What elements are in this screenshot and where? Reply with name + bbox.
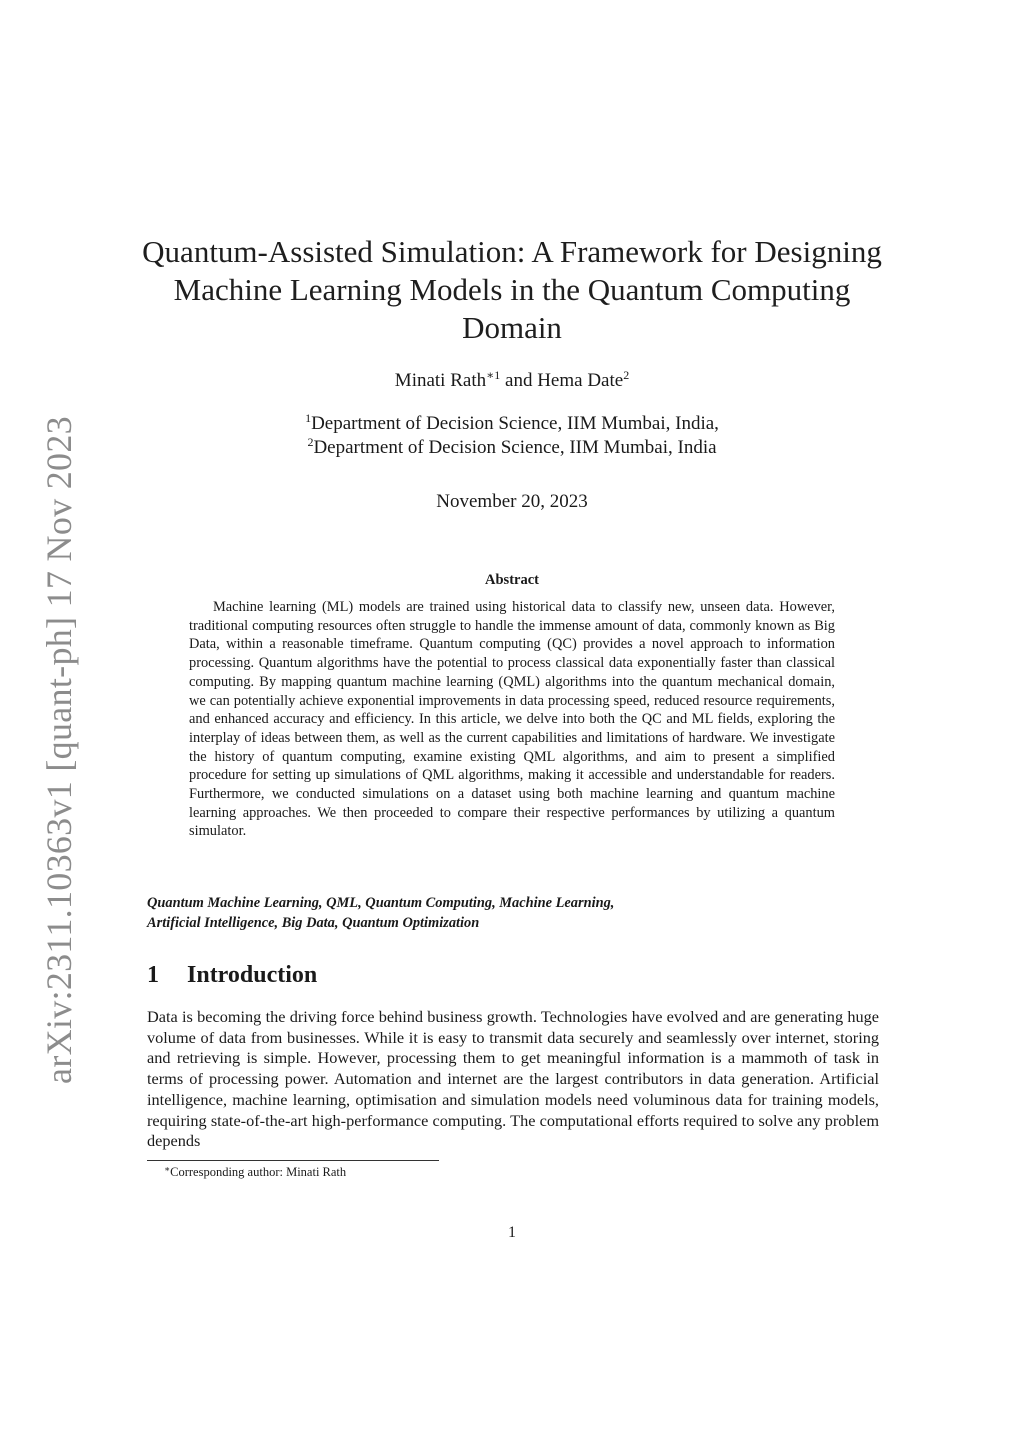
introduction-paragraph: Data is becoming the driving force behind business growth. Technologies have evolved and are generating huge volume of data from businesses. While it is easy to transmit data securely and seamlessly over internet, storing and retrieving is simple. However, processing them to get meaningful information is a mammoth of task in terms of processing power. Automation and internet are the largest contributors in data generation. Artificial intelligence, machine learning, optimisation and simulation models need voluminous data for training models, requiring state-of-the-art high-performance computing. The computational efforts required to solve any problem depends	[147, 1007, 879, 1151]
keywords-line-2: Artificial Intelligence, Big Data, Quantum Optimization	[147, 915, 480, 931]
footnote-text: Corresponding author: Minati Rath	[170, 1165, 347, 1179]
affiliation-1-text: Department of Decision Science, IIM Mumbai, India,	[311, 413, 719, 434]
abstract-text: Machine learning (ML) models are trained using historical data to classify new, unseen data. However, traditional computing resources often struggle to handle the immense amount of data, commonly known as Big Data, within a reasonable timeframe. Quantum computing (QC) provides a novel approach to information processing. Quantum algorithms have the potential to process classical data exponentially faster than classical computing. By mapping quantum machine learning (QML) algorithms into the quantum mechanical domain, we can potentially achieve exponential improvements in data processing speed, reduced resource requirements, and enhanced accuracy and efficiency. In this article, we delve into both the QC and ML fields, exploring the interplay of ideas between them, as well as the current capabilities and limitations of hardware. We investigate the history of quantum computing, examine existing QML algorithms, and aim to present a simplified procedure for setting up simulations of QML algorithms, making it accessible and understandable for readers. Furthermore, we conducted simulations on a dataset using both machine learning and quantum machine learning approaches. We then proceeded to compare their respective performances by utilizing a quantum simulator.	[189, 599, 835, 840]
footnote-mark: ∗	[164, 1164, 171, 1174]
affiliations	[140, 412, 884, 460]
keywords-line-1: Quantum Machine Learning, QML, Quantum Computing, Machine Learning,	[147, 895, 615, 911]
arxiv-side-stamp: arXiv:2311.10363v1 [quant-ph] 17 Nov 2023	[39, 416, 79, 1084]
footnote-divider	[147, 1160, 439, 1161]
section-heading-introduction	[147, 960, 317, 990]
author-2: Hema Date	[537, 370, 624, 391]
title-line-2: Machine Learning Models in the Quantum Computing	[173, 272, 851, 307]
footnote	[164, 1164, 346, 1180]
section-title: Introduction	[187, 962, 318, 988]
affiliation-1-mark: 1	[305, 411, 312, 425]
authors	[140, 369, 884, 393]
title-line-3: Domain	[462, 310, 562, 345]
section-number: 1	[147, 962, 159, 988]
author-1-marks: ∗1	[486, 368, 501, 382]
page-number: 1	[508, 1224, 516, 1241]
author-separator: and	[500, 370, 538, 391]
paper-title	[140, 233, 884, 347]
affiliation-2	[140, 436, 884, 460]
author-1: Minati Rath	[394, 370, 487, 391]
affiliation-2-mark: 2	[307, 435, 314, 449]
affiliation-1	[140, 412, 884, 436]
keywords	[147, 893, 887, 933]
paper-date: November 20, 2023	[436, 491, 588, 512]
abstract-heading: Abstract	[485, 572, 539, 588]
title-line-1: Quantum-Assisted Simulation: A Framework for Designing	[142, 234, 882, 269]
author-2-marks: 2	[623, 368, 630, 382]
affiliation-2-text: Department of Decision Science, IIM Mumbai, India	[313, 437, 717, 458]
